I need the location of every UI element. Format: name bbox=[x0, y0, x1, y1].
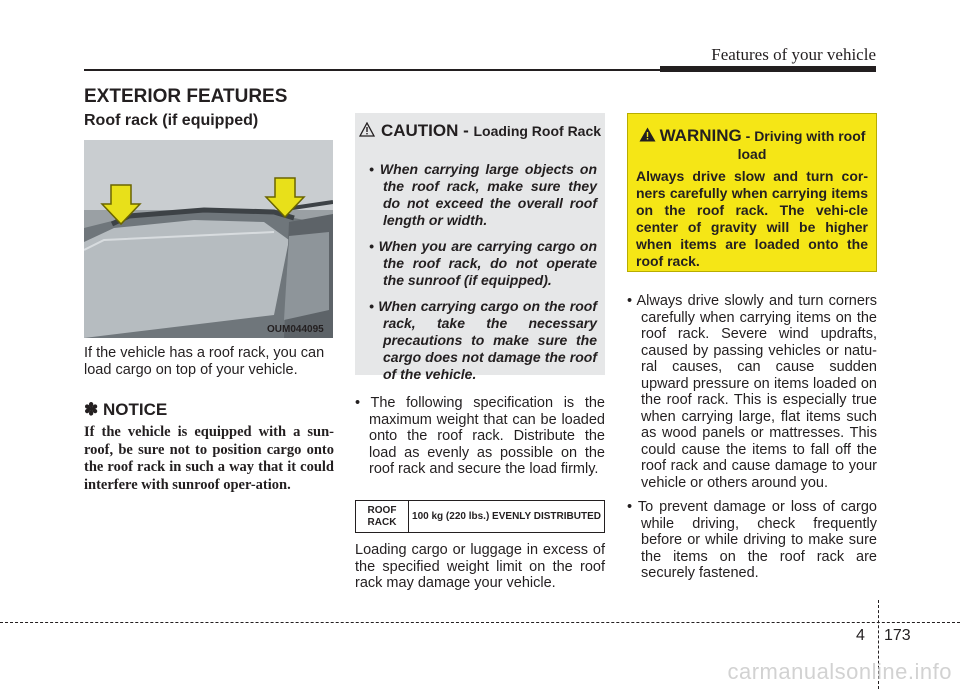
spec-value: 100 kg (220 lbs.) EVENLY DISTRIBUTED bbox=[412, 510, 601, 522]
caution-box bbox=[355, 113, 605, 382]
header-rule bbox=[84, 69, 876, 71]
spec-label: ROOF RACK bbox=[356, 501, 409, 532]
page-header-title: Features of your vehicle bbox=[711, 45, 876, 64]
caution-word: CAUTION - bbox=[380, 121, 474, 140]
roof-rack-heading: Roof rack (if equipped) bbox=[84, 112, 259, 129]
notice-title: ✽ NOTICE bbox=[84, 400, 168, 419]
list-item: • To prevent damage or loss of cargo while driving, check frequently before or while driving to make sure the items on the roof rack are securely fastened. bbox=[627, 499, 877, 581]
caution-subtitle: Loading Roof Rack bbox=[473, 123, 602, 139]
caution-triangle-icon bbox=[359, 122, 375, 137]
notice-body: If the vehicle is equipped with a sun-roof, be sure not to position cargo onto the roof rack in such a way that it could interfere with sunroof oper-ation. bbox=[84, 424, 334, 493]
warning-box bbox=[627, 113, 877, 272]
caution-header bbox=[355, 121, 605, 141]
image-code: OUM044095 bbox=[267, 324, 324, 335]
overload-paragraph: Loading cargo or luggage in excess of the specified weight limit on the roof rack may damage your vehicle. bbox=[355, 542, 605, 591]
warning-word: WARNING bbox=[659, 126, 742, 145]
warning-header bbox=[628, 126, 876, 164]
watermark: carmanualsonline.info bbox=[727, 659, 952, 684]
right-bullet-list bbox=[627, 293, 877, 590]
caution-list bbox=[369, 161, 597, 392]
page-number: 173 bbox=[884, 627, 911, 644]
footer-rule bbox=[0, 622, 960, 623]
caution-item: • When you are carrying cargo on the roof rack, do not operate the sunroof (if equipped). bbox=[369, 238, 597, 288]
intro-paragraph: If the vehicle has a roof rack, you can load cargo on top of your vehicle. bbox=[84, 345, 325, 378]
caution-item: • When carrying cargo on the roof rack, take the necessary precautions to make sure the cargo does not damage the roof of the vehicle. bbox=[369, 298, 597, 382]
warning-triangle-icon bbox=[639, 127, 656, 142]
warning-subtitle: - Driving with roof load bbox=[737, 128, 866, 162]
chapter-number: 4 bbox=[856, 627, 865, 644]
caution-item: • When carrying large objects on the roof rack, make sure they do not exceed the overall roof length or width. bbox=[369, 161, 597, 228]
section-title: EXTERIOR FEATURES bbox=[84, 86, 288, 107]
spec-bullet: • The following specification is the maximum weight that can be loaded onto the roof rack. Distribute the load as evenly as possible on the roof rack and secure the load firmly. bbox=[355, 395, 605, 477]
warning-body: Always drive slow and turn cor-ners carefully when carrying items on the roof rack. The vehi-cle center of gravity will be higher when items are loaded onto the roof rack. bbox=[636, 168, 868, 269]
list-item: • Always drive slowly and turn corners carefully when carrying items on the roof rack. Severe wind updrafts, caused by passing vehicles or natu-ral causes, can cause sudden upward pressure on items loaded on the roof rack. This is especially true when carrying large, flat items such as wood panels or mattresses. This could cause the items to fall off the roof rack and cause damage to your vehicle or others around you. bbox=[627, 293, 877, 491]
roof-rack-photo bbox=[84, 140, 333, 338]
spec-table bbox=[355, 500, 605, 533]
